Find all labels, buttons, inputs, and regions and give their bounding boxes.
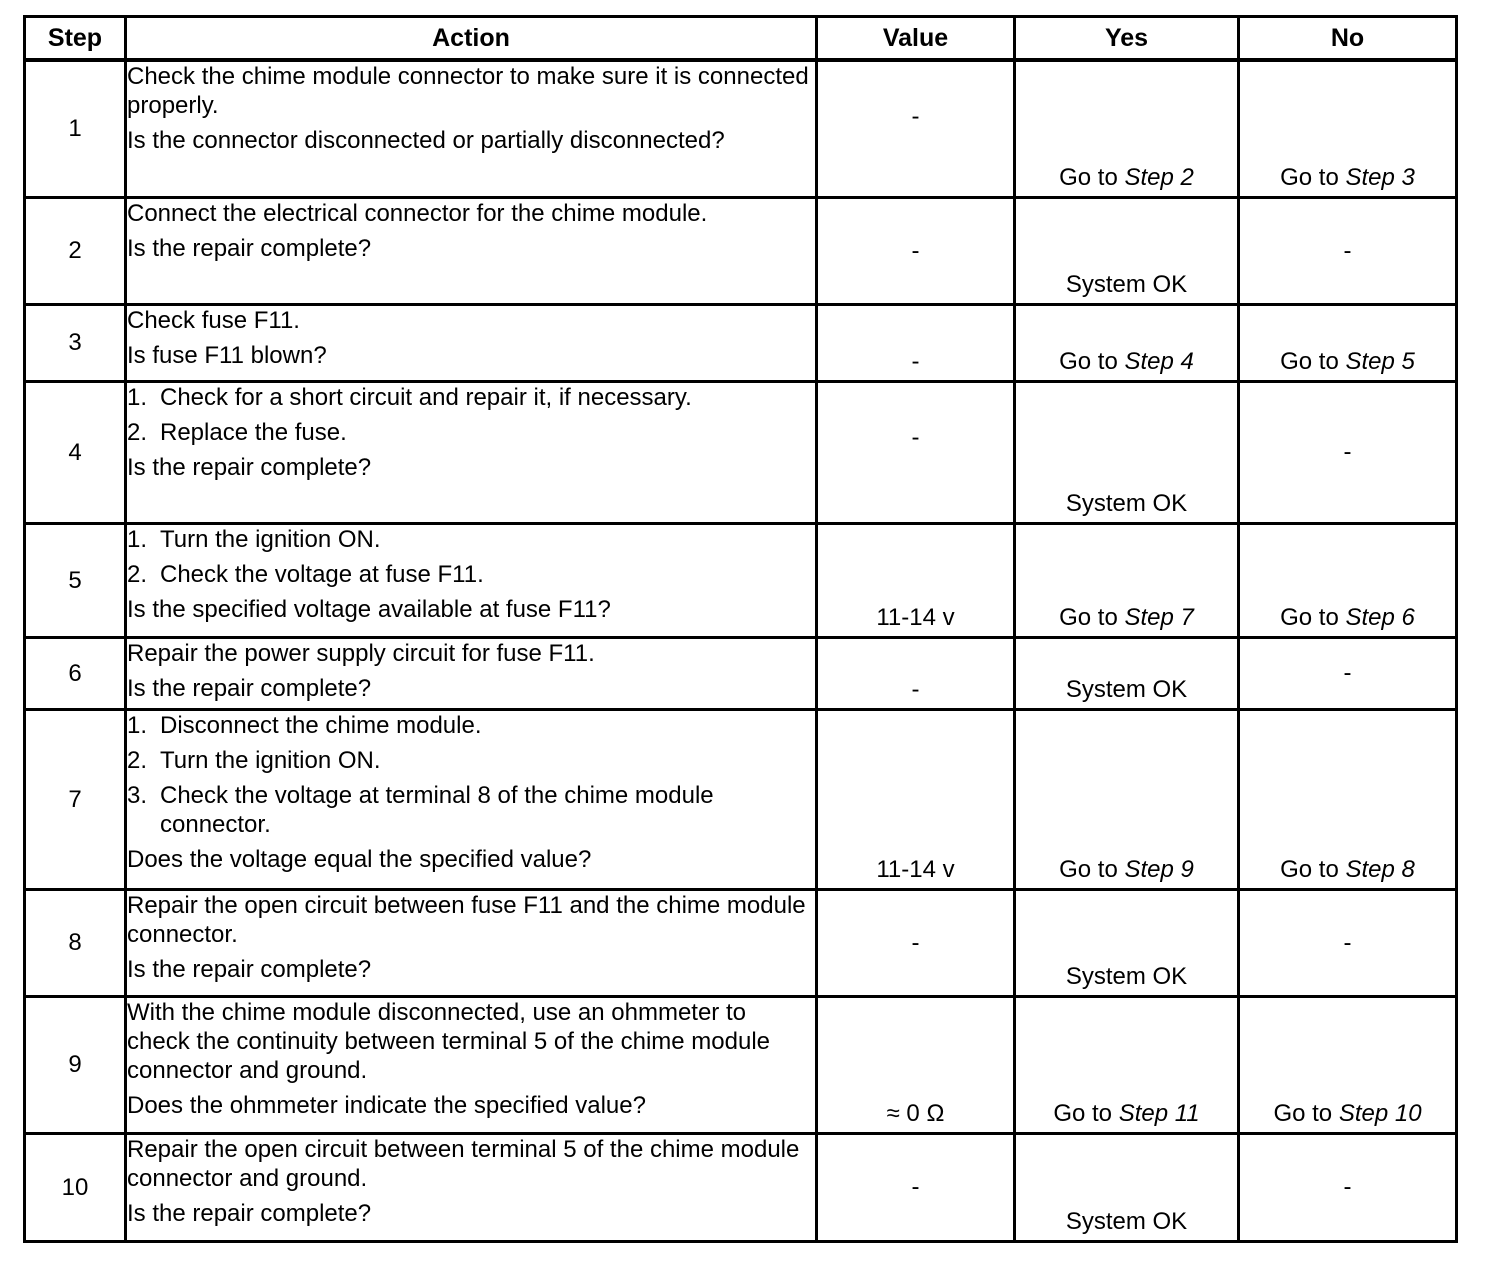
action-cell xyxy=(126,523,817,637)
action-step-item xyxy=(127,746,815,775)
step-number: 8 xyxy=(25,889,126,996)
action-question: Is fuse F11 blown? xyxy=(127,341,327,369)
yes-result xyxy=(1016,1099,1237,1128)
value-text: 11-14 v xyxy=(876,855,955,883)
action-question: Is the repair complete? xyxy=(127,234,372,262)
table-row xyxy=(25,304,1457,381)
header-action: Action xyxy=(126,17,817,61)
yes-result-text: System OK xyxy=(1065,489,1188,517)
step-number: 3 xyxy=(25,304,126,381)
action-step-number: 1. xyxy=(127,711,148,739)
no-step-link[interactable]: Step 8 xyxy=(1345,855,1415,883)
yes-cell xyxy=(1015,709,1239,889)
table-row xyxy=(25,1133,1457,1241)
action-question: Does the voltage equal the specified value? xyxy=(127,845,592,873)
header-step: Step xyxy=(25,17,126,61)
yes-step-link[interactable]: Step 11 xyxy=(1118,1099,1200,1127)
action-step-item xyxy=(127,781,815,839)
action-step-item xyxy=(127,560,815,589)
action-question: Is the repair complete? xyxy=(127,453,372,481)
table-body xyxy=(25,60,1457,1241)
step-number: 9 xyxy=(25,996,126,1133)
action-cell xyxy=(126,197,817,304)
action-cell xyxy=(126,889,817,996)
header-yes: Yes xyxy=(1015,17,1239,61)
action-step-item xyxy=(127,711,815,740)
action-text: Repair the open circuit between fuse F11 and the chime module connector. xyxy=(127,891,806,948)
no-cell xyxy=(1239,60,1457,197)
action-question: Is the repair complete? xyxy=(127,674,372,702)
no-result-text: Go to xyxy=(1273,1099,1339,1127)
yes-result-text: Go to xyxy=(1059,347,1125,375)
no-cell xyxy=(1239,637,1457,709)
action-step-item xyxy=(127,383,815,412)
table-row xyxy=(25,889,1457,996)
value-cell xyxy=(817,889,1015,996)
no-result-text: Go to xyxy=(1280,163,1346,191)
yes-result xyxy=(1016,603,1237,632)
yes-result xyxy=(1016,962,1237,991)
action-step-item xyxy=(127,418,815,447)
action-step-number: 1. xyxy=(127,383,148,411)
no-cell xyxy=(1239,889,1457,996)
action-step-text: Replace the fuse. xyxy=(160,418,347,446)
action-question: Is the repair complete? xyxy=(127,1199,372,1227)
yes-step-link[interactable]: Step 7 xyxy=(1124,603,1194,631)
no-step-link[interactable]: Step 3 xyxy=(1345,163,1415,191)
no-result xyxy=(1240,659,1455,688)
value-text: - xyxy=(911,103,920,130)
yes-cell xyxy=(1015,637,1239,709)
action-step-number: 1. xyxy=(127,525,148,553)
action-steps-list xyxy=(127,383,815,447)
action-step-text: Check the voltage at terminal 8 of the chime module connector. xyxy=(160,781,714,838)
action-steps-list xyxy=(127,525,815,589)
table-row xyxy=(25,996,1457,1133)
table-row xyxy=(25,60,1457,197)
no-cell xyxy=(1239,304,1457,381)
diagnostic-table xyxy=(23,15,1458,1243)
action-cell xyxy=(126,637,817,709)
yes-result-text: Go to xyxy=(1059,855,1125,883)
no-result xyxy=(1240,603,1455,632)
value-text: 11-14 v xyxy=(876,603,955,631)
value-cell xyxy=(817,197,1015,304)
value-text: - xyxy=(911,347,920,375)
no-result xyxy=(1240,855,1455,884)
action-step-item xyxy=(127,525,815,554)
yes-result xyxy=(1016,347,1237,376)
action-question: Is the connector disconnected or partially disconnected? xyxy=(127,127,725,154)
action-text: Check the chime module connector to make sure it is connected properly. xyxy=(127,63,809,119)
no-result xyxy=(1240,236,1455,265)
action-cell xyxy=(126,304,817,381)
value-text: ≈ 0 Ω xyxy=(886,1099,945,1127)
value-cell xyxy=(817,304,1015,381)
step-number: 2 xyxy=(25,197,126,304)
no-result-text: Go to xyxy=(1280,855,1346,883)
yes-cell xyxy=(1015,1133,1239,1241)
action-text: Repair the open circuit between terminal 5 of the chime module connector and ground. xyxy=(127,1135,800,1192)
action-text: Check fuse F11. xyxy=(127,306,300,334)
action-text: With the chime module disconnected, use an ohmmeter to check the continuity between terminal 5 of the chime module connector and ground. xyxy=(127,998,771,1084)
no-result-text: - xyxy=(1343,438,1352,466)
yes-result xyxy=(1016,163,1237,192)
header-value: Value xyxy=(817,17,1015,61)
yes-step-link[interactable]: Step 2 xyxy=(1124,163,1194,191)
value-cell xyxy=(817,996,1015,1133)
yes-cell xyxy=(1015,996,1239,1133)
action-step-text: Turn the ignition ON. xyxy=(160,746,381,774)
yes-cell xyxy=(1015,523,1239,637)
no-result xyxy=(1240,1173,1455,1202)
action-step-text: Disconnect the chime module. xyxy=(160,711,482,739)
yes-step-link[interactable]: Step 9 xyxy=(1124,855,1194,883)
yes-result xyxy=(1016,855,1237,884)
no-result xyxy=(1240,438,1455,467)
action-question: Is the specified voltage available at fuse F11? xyxy=(127,595,611,623)
yes-result-text: Go to xyxy=(1059,603,1125,631)
yes-cell xyxy=(1015,889,1239,996)
header-row xyxy=(25,17,1457,61)
yes-result xyxy=(1016,675,1237,704)
no-cell xyxy=(1239,1133,1457,1241)
value-cell xyxy=(817,709,1015,889)
value-cell xyxy=(817,381,1015,523)
action-cell xyxy=(126,996,817,1133)
action-cell xyxy=(126,60,817,197)
value-text: - xyxy=(911,1173,920,1201)
action-text: Connect the electrical connector for the chime module. xyxy=(127,199,708,227)
value-text: - xyxy=(911,237,920,264)
action-steps-list xyxy=(127,711,815,839)
no-cell xyxy=(1239,197,1457,304)
no-result-text: Go to xyxy=(1280,603,1346,631)
action-step-text: Check for a short circuit and repair it, if necessary. xyxy=(160,383,692,411)
no-cell xyxy=(1239,996,1457,1133)
yes-result xyxy=(1016,1207,1237,1236)
yes-result xyxy=(1016,270,1237,299)
no-step-link[interactable]: Step 6 xyxy=(1345,603,1415,631)
yes-cell xyxy=(1015,60,1239,197)
action-text: Repair the power supply circuit for fuse F11. xyxy=(127,639,595,667)
value-cell xyxy=(817,1133,1015,1241)
table-header xyxy=(25,17,1457,61)
yes-result-text: System OK xyxy=(1065,1207,1188,1235)
value-cell xyxy=(817,60,1015,197)
action-step-number: 3. xyxy=(127,781,148,809)
action-step-number: 2. xyxy=(127,746,148,774)
action-step-text: Turn the ignition ON. xyxy=(160,525,381,553)
yes-result-text: System OK xyxy=(1065,675,1188,703)
yes-result xyxy=(1016,489,1237,518)
step-number: 1 xyxy=(25,60,126,197)
no-result xyxy=(1240,163,1455,192)
action-cell xyxy=(126,709,817,889)
yes-result-text: Go to xyxy=(1059,163,1125,191)
no-step-link[interactable]: Step 10 xyxy=(1338,1099,1422,1127)
table-row xyxy=(25,381,1457,523)
no-result-text: - xyxy=(1343,929,1352,956)
step-number: 6 xyxy=(25,637,126,709)
table-row xyxy=(25,523,1457,637)
no-cell xyxy=(1239,523,1457,637)
action-step-text: Check the voltage at fuse F11. xyxy=(160,560,484,588)
action-question: Is the repair complete? xyxy=(127,955,372,983)
yes-step-link[interactable]: Step 4 xyxy=(1124,347,1194,375)
action-step-number: 2. xyxy=(127,560,148,588)
table-row xyxy=(25,709,1457,889)
no-result-text: - xyxy=(1343,659,1352,687)
value-text: - xyxy=(911,423,920,451)
action-cell xyxy=(126,381,817,523)
value-text: - xyxy=(911,929,920,956)
step-number: 7 xyxy=(25,709,126,889)
table-row xyxy=(25,197,1457,304)
yes-cell xyxy=(1015,304,1239,381)
value-cell xyxy=(817,637,1015,709)
yes-result-text: Go to xyxy=(1053,1099,1119,1127)
no-result-text: - xyxy=(1343,237,1352,264)
no-cell xyxy=(1239,381,1457,523)
action-step-number: 2. xyxy=(127,418,148,446)
step-number: 4 xyxy=(25,381,126,523)
no-result xyxy=(1240,347,1455,376)
step-number: 10 xyxy=(25,1133,126,1241)
no-result xyxy=(1240,928,1455,957)
action-question: Does the ohmmeter indicate the specified value? xyxy=(127,1091,646,1119)
no-result-text: - xyxy=(1343,1173,1352,1201)
yes-result-text: System OK xyxy=(1065,962,1188,990)
header-no: No xyxy=(1239,17,1457,61)
table-row xyxy=(25,637,1457,709)
no-result xyxy=(1240,1099,1455,1128)
value-cell xyxy=(817,523,1015,637)
yes-result-text: System OK xyxy=(1065,270,1188,298)
no-result-text: Go to xyxy=(1280,347,1346,375)
yes-cell xyxy=(1015,197,1239,304)
value-text: - xyxy=(911,675,920,703)
action-cell xyxy=(126,1133,817,1241)
yes-cell xyxy=(1015,381,1239,523)
step-number: 5 xyxy=(25,523,126,637)
no-step-link[interactable]: Step 5 xyxy=(1345,347,1415,375)
no-cell xyxy=(1239,709,1457,889)
